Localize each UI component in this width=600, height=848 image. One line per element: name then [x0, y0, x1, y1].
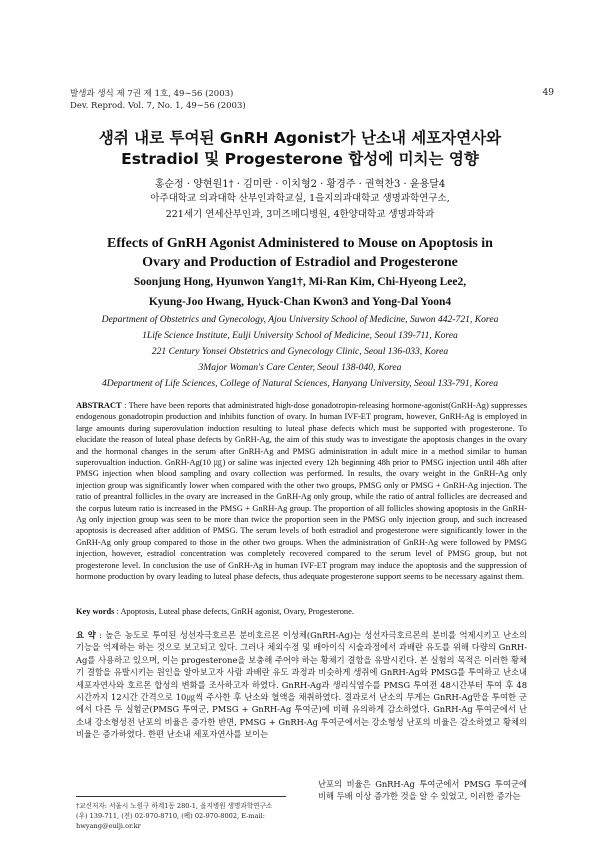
korean-summary-continued: 난포의 비율은 GnRH-Ag 투여군에서 PMSG 투여군에 비해 두배 이상 증가한 것을 알 수 있었고, 이러한 증가는	[318, 779, 527, 802]
footnote-line-1: †교신저자: 서울시 노원구 하계1동 280-1, 을지병원 생명과학연구소	[76, 802, 273, 810]
korean-authors: 홍순정 · 양현원1† · 김미란 · 이치형2 · 황경주 · 권혁찬3 · 윤용달4	[154, 179, 446, 190]
korean-affiliation-line-2: 221세기 연세산부인과, 3미즈메디병원, 4한양대학교 생명과학과	[165, 209, 435, 220]
english-affiliation: 221 Century Yonsei Obstetrics and Gynecology Clinic, Seoul 136-033, Korea	[151, 346, 449, 357]
korean-summary	[76, 629, 527, 741]
abstract-label: ABSTRACT	[76, 401, 122, 410]
page-number: 49	[542, 88, 554, 98]
english-affiliation: 4Department of Life Sciences, College of Natural Sciences, Hanyang University, Seoul 133-791, Korea	[101, 378, 499, 389]
korean-summary-label: 요 약	[76, 630, 96, 640]
footnote-line-2: (우) 139-711, (전) 02-970-8710, (팩) 02-970-8002, E-mail: hwyang@eulji.or.kr	[76, 812, 266, 830]
english-title	[40, 234, 560, 272]
english-affiliation: 3Major Woman's Care Center, Seoul 138-040, Korea	[198, 362, 402, 373]
journal-citation	[70, 88, 246, 112]
abstract-text: : There have been reports that administrated high-dose gonadotropin-releasing hormone-agonist(GnRH-Ag) suppresses endogenous gonadotropin production and inhibits function of ovary. In human IVF-ET program, however, GnRH-Ag is employed in large amounts during superovulation induction resulting to luteal phase defects which must be supported with progesterone. To elucidate the reason of luteal phase defects by GnRH-Ag, the aim of this study was to investigate the apoptosis changes in the ovary and the hormonal changes in the serum after GnRH-Ag and PMSG administration in adult mice in a method similar to human superovualtion induction. GnRH-Ag(10 ㎍) or saline was injected every 12h beginning 48h prior to PMSG injection until 48h after PMSG injection when blood sampling and ovary collection was performed. In results, the ovary weight in the GnRH-Ag only injection group was significantly lower when compared with the other two groups, PMSG only or PMSG + GnRH-Ag injection. The ratio of preantral follicles in the ovary are increased in the GnRH-Ag only group, while the ratio of antral follicles are decreased and the corpus luteum ratio is increased in the PMSG + GnRH-Ag group. The proportion of all follicles showing apoptosis in the GnRH-Ag only injection group was seen to be more than twice the proportion seen in the PMSG only injection group, and such increased apoptosis is decreased after addition of PMSG. The serum levels of both estradiol and progesterone were significantly lower in the GnRH-Ag only group compared to those in the other two groups. When the administration of GnRH-Ag were followed by PMSG injection, however, estradiol concentration was completely recovered compared to the serum level of PMSG group, but not progesterone level. In conclusion the use of GnRH-Ag in human IVF-ET program may induce the apoptosis and the suppression of hormone production by ovary leading to luteal phase defects, thus adequate progesterone support seems to be necessary against them.	[76, 401, 527, 582]
korean-title	[40, 128, 560, 170]
english-authors-line-2: Kyung-Joo Hwang, Hyuck-Chan Kwon3 and Yong-Dal Yoon4	[148, 296, 452, 308]
english-affiliation: Department of Obstetrics and Gynecology, Ajou University School of Medicine, Suwon 442-721, Korea	[101, 314, 499, 325]
korean-summary-text: : 높은 농도로 투여된 성선자극호르몬 분비호르몬 이성체(GnRH-Ag)는 성선자극호르몬의 분비를 억제시키고 난소의 기능을 억제하는 하는 것으로 보고되고 있다. 그러나 체외수정 및 배아이식 시술과정에서 과배란 유도를 위해 다량의 GnRH-Ag를 사용하고 있으며, 이는 progesterone을 보충해 주어야 하는 황체기 결함을 유발시킨다. 본 실험의 목적은 이러한 황체기 결함을 유발시키는 원인을 알아보고자 사람 과배란 유도 과정과 비슷하게 생쥐에 GnRH-Ag와 PMSG를 투여하고 난소내 세포자연사와 호르몬 합성의 변화를 조사하고자 하였다. GnRH-Ag과 생리식염수를 PMSG 투여전 48시간부터 투여 후 48시간까지 12시간 간격으로 10㎍씩 주사한 후 난소와 혈액을 채취하였다. 결과로서 난소의 무게는 GnRH-Ag만을 투여한 군에서 다른 두 실험군(PMSG 투여군, PMSG + GnRH-Ag 투여군)에 비해 유의하게 감소하였다. GnRH-Ag 투여군에서 난소내 강소형성전 난포의 비율은 증가한 반면, PMSG + GnRH-Ag 투여군에서는 강소형성 난포의 비율은 감소하였고 황체의 비율은 증가하였다. 한편 난소내 세포자연사를 보이는	[76, 630, 527, 740]
footnote-divider	[76, 796, 286, 797]
english-authors-line-1: Soonjung Hong, Hyunwon Yang1†, Mi-Ran Kim, Chi-Hyeong Lee2,	[133, 276, 467, 288]
english-affiliations	[40, 312, 560, 392]
english-title-line-1: Effects of GnRH Agonist Administered to Mouse on Apoptosis in	[107, 236, 493, 251]
korean-affiliation-line-1: 아주대학교 의과대학 산부인과학교실, 1을지의과대학교 생명과학연구소,	[150, 193, 450, 204]
journal-citation-kr: 발생과 생식 제 7권 제 1호, 49∼56 (2003)	[70, 89, 234, 99]
keywords	[76, 607, 527, 616]
korean-affiliations	[40, 191, 560, 223]
korean-title-line-1: 생쥐 내로 투여된 GnRH Agonist가 난소내 세포자연사와	[98, 129, 502, 147]
english-title-line-2: Ovary and Production of Estradiol and Progesterone	[142, 255, 458, 270]
keywords-label: Key words	[76, 607, 115, 616]
corresponding-author-footnote	[76, 801, 312, 831]
journal-citation-en: Dev. Reprod. Vol. 7, No. 1, 49∼56 (2003)	[70, 101, 246, 111]
keywords-text: : Apoptosis, Luteal phase defects, GnRH agonist, Ovary, Progesterone.	[116, 607, 354, 616]
abstract	[76, 400, 527, 583]
english-authors	[40, 272, 560, 312]
korean-title-line-2: Estradiol 및 Progesterone 합성에 미치는 영향	[121, 150, 479, 168]
english-affiliation: 1Life Science Institute, Eulji University School of Medicine, Seoul 139-711, Korea	[142, 330, 458, 341]
